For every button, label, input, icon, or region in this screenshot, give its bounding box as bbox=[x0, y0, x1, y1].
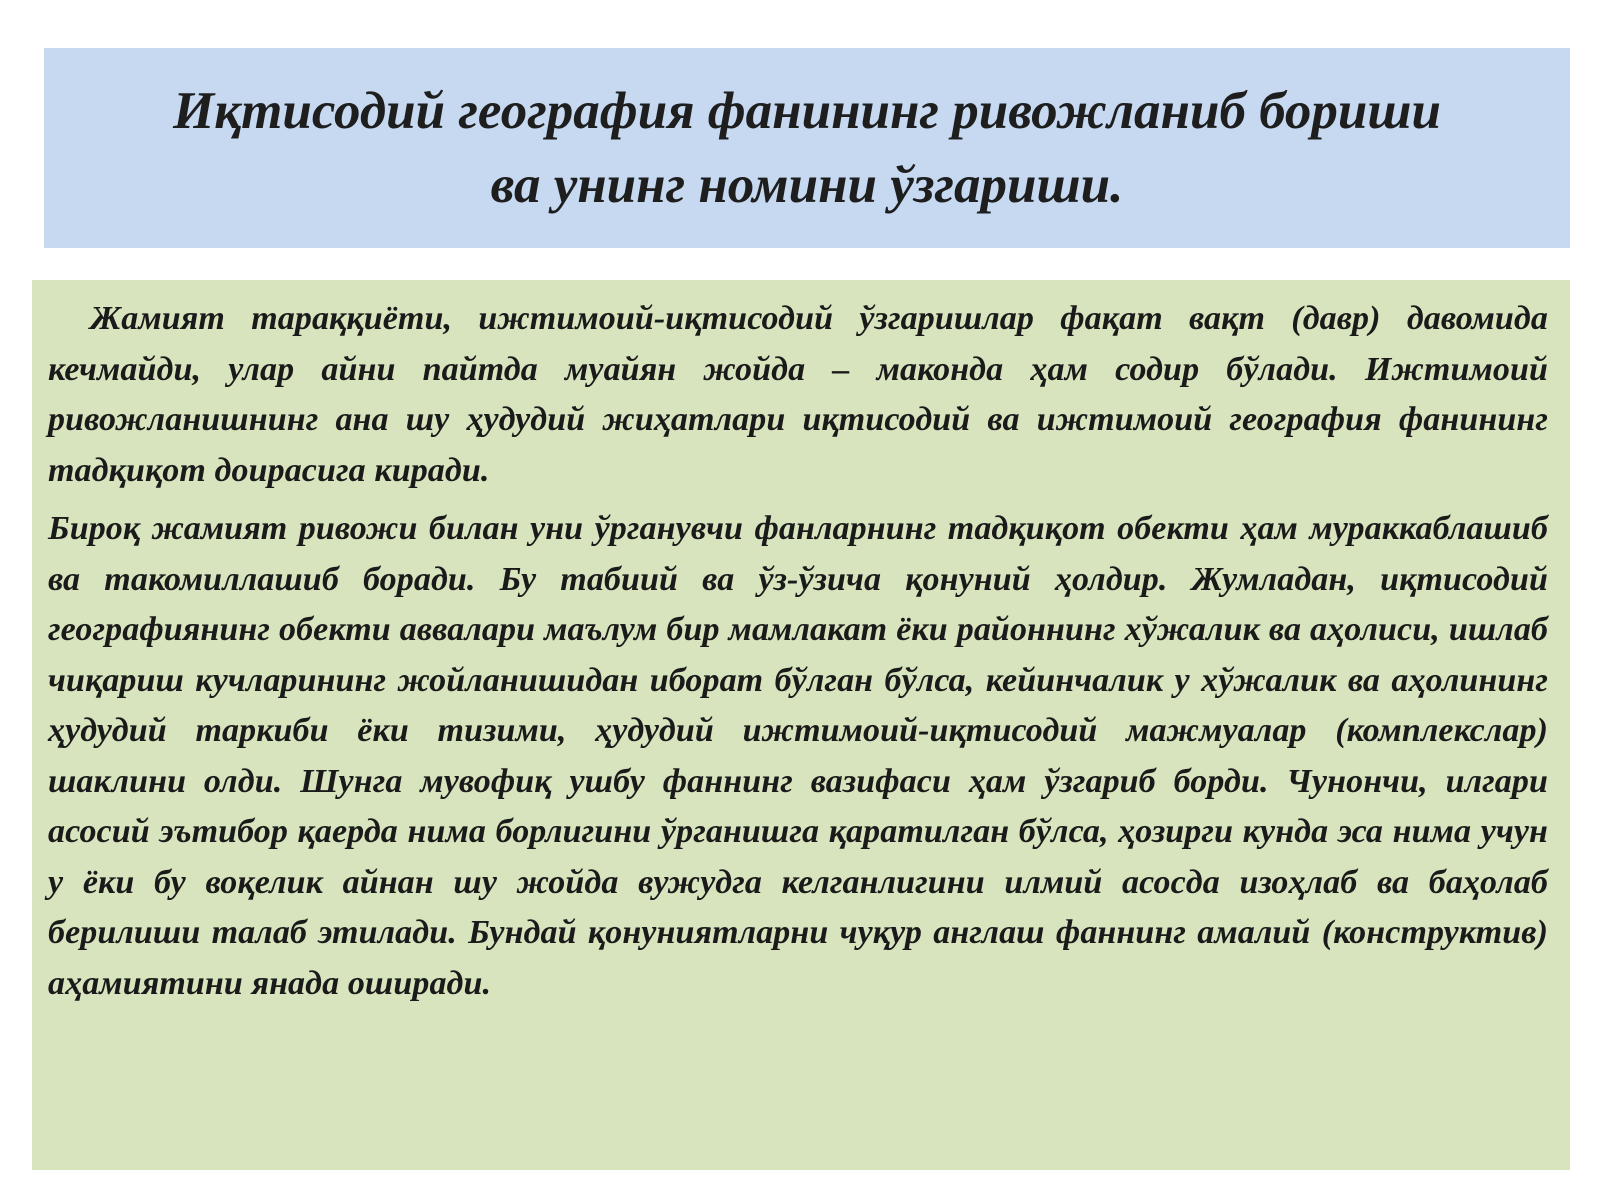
slide-title-line-2: ва унинг номини ўзгариши. bbox=[490, 156, 1124, 214]
slide-title-banner bbox=[44, 48, 1570, 248]
body-paragraph-1: Жамият тараққиёти, ижтимоий-иқтисодий ўзгаришлар фақат вақт (давр) давомида кечмайди, улар айни пайтда муайян жойда – маконда ҳам содир бўлади. Ижтимоий ривожланишнинг ана шу ҳудудий жиҳатлари иқтисодий ва ижтимоий география фанининг тадқиқот доирасига киради. bbox=[48, 300, 1548, 489]
slide-body-panel bbox=[32, 280, 1570, 1170]
slide-title bbox=[173, 74, 1441, 222]
body-paragraph-2: Бироқ жамият ривожи билан уни ўрганувчи фанларнинг тадқиқот обекти ҳам мураккаблашиб ва такомиллашиб боради. Бу табиий ва ўз-ўзича қонуний ҳолдир. Жумладан, иқтисодий географиянинг обекти аввалари маълум бир мамлакат ёки районнинг хўжалик ва аҳолиси, ишлаб чиқариш кучларининг жойланишидан иборат бўлган бўлса, кейинчалик у хўжалик ва аҳолининг ҳудудий таркиби ёки тизими, ҳудудий ижтимоий-иқтисодий мажмуалар (комплекслар) шаклини олди. Шунга мувофиқ ушбу фаннинг вазифаси ҳам ўзгариб борди. Чунончи, илгари асосий эътибор қаерда нима борлигини ўрганишга қаратилган бўлса, ҳозирги кунда эса нима учун у ёки бу воқелик айнан шу жойда вужудга келганлигини илмий асосда изоҳлаб ва баҳолаб берилиши талаб этилади. Бундай қонуниятларни чуқур англаш фаннинг амалий (конструктив) аҳамиятини янада оширади. bbox=[48, 510, 1548, 1002]
slide-title-line-1: Иқтисодий география фанининг ривожланиб бориши bbox=[173, 82, 1441, 140]
